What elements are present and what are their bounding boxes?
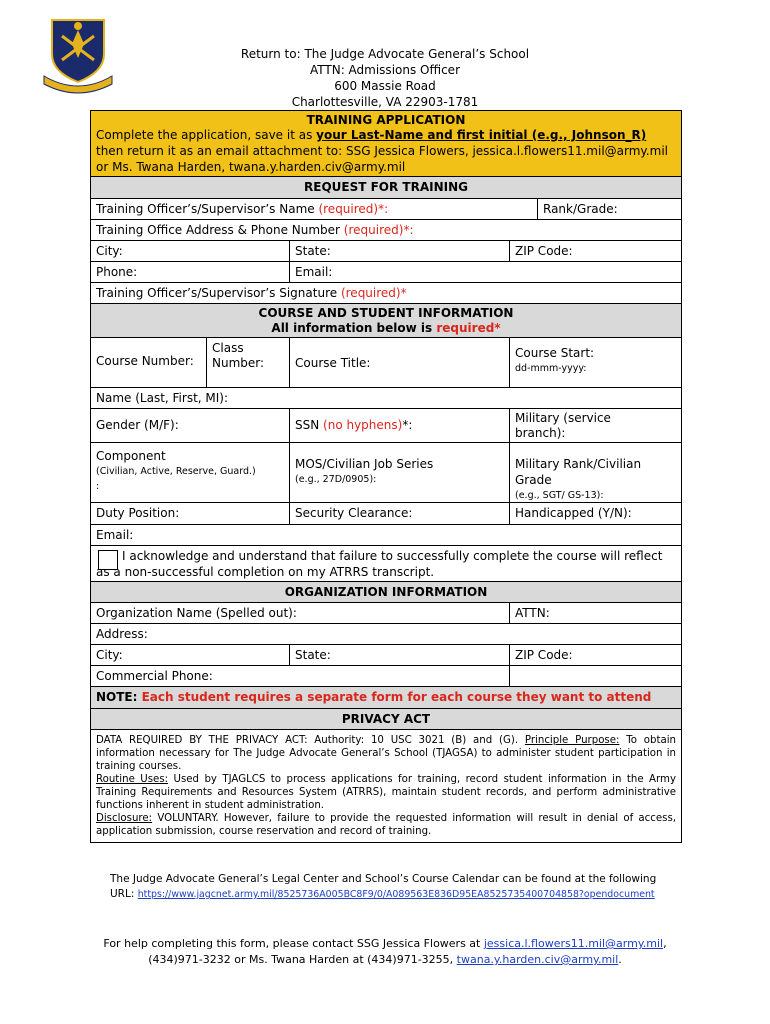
text: VOLUNTARY. However, failure to provide the requested information will result in denial of access, application submission, course reservation and record of training.	[96, 813, 676, 837]
acknowledge-text: I acknowledge and understand that failure to successfully complete the course will reflect as a non-successful completion on my ATRRS transcript.	[96, 549, 663, 579]
return-address	[0, 46, 770, 110]
city-state-zip-row	[91, 241, 681, 262]
org-address-row	[91, 624, 681, 645]
org-city-state-zip-row	[91, 645, 681, 666]
label: Training Officer’s/Supervisor’s Signature	[96, 286, 341, 300]
privacy-paragraph	[96, 773, 676, 812]
handicapped-field[interactable]: Handicapped (Y/N):	[509, 503, 681, 524]
duty-position-field[interactable]: Duty Position:	[96, 506, 180, 520]
text: Routine Uses:	[96, 774, 169, 785]
city-field[interactable]: City:	[96, 244, 123, 258]
privacy-heading: PRIVACY ACT	[91, 709, 681, 730]
org-name-row	[91, 603, 681, 624]
help-contact	[0, 936, 770, 968]
instruction-text	[91, 127, 681, 175]
text: The Judge Advocate General’s Legal Center and School’s Course Calendar can be found at the following URL:	[110, 873, 657, 900]
privacy-paragraph	[96, 812, 676, 838]
course-title-field[interactable]: Course Title:	[289, 338, 509, 387]
required-mark: required*	[436, 321, 501, 335]
form-title: TRAINING APPLICATION	[306, 113, 466, 127]
student-email-row	[91, 525, 681, 546]
harden-email-link[interactable]: twana.y.harden.civ@army.mil	[456, 953, 619, 966]
label: Class	[212, 341, 244, 355]
class-number-field[interactable]	[206, 338, 289, 387]
attn-field[interactable]: ATTN:	[509, 603, 681, 623]
filename-format: your Last-Name and first initial (e.g., Johnson_R)	[316, 128, 647, 142]
commercial-phone-row	[91, 666, 681, 687]
rank-grade-field[interactable]: Rank/Grade:	[537, 199, 681, 219]
course-number-field[interactable]: Course Number:	[96, 354, 194, 368]
course-start-field[interactable]	[509, 338, 681, 387]
officer-name-field[interactable]	[91, 199, 537, 219]
commercial-phone-field[interactable]: Commercial Phone:	[96, 669, 213, 683]
label: All information below is	[271, 321, 437, 335]
date-format-hint: dd-mmm-yyyy:	[515, 363, 587, 374]
request-heading: REQUEST FOR TRAINING	[91, 177, 681, 199]
phone-field[interactable]: Phone:	[96, 265, 138, 279]
mos-hint: (e.g., 27D/0905):	[295, 474, 377, 485]
return-line: 600 Massie Road	[334, 79, 436, 93]
label: Training Office Address & Phone Number	[96, 223, 344, 237]
help-line	[0, 952, 770, 968]
privacy-text-block	[91, 730, 681, 842]
calendar-note	[110, 872, 670, 902]
organization-heading: ORGANIZATION INFORMATION	[91, 582, 681, 603]
acknowledge-row	[91, 546, 681, 582]
label: :	[96, 481, 100, 492]
email-field[interactable]: Email:	[289, 262, 681, 282]
label: MOS/Civilian Job Series	[295, 457, 434, 471]
label: Course Start:	[515, 346, 595, 360]
text: (434)971-3232 or Ms. Twana Harden at (434)971-3255,	[148, 953, 457, 966]
required-mark: (no hyphens)	[323, 418, 403, 432]
student-name-row	[91, 388, 681, 409]
course-subheading	[91, 321, 681, 336]
rank-civ-grade-field[interactable]	[509, 443, 681, 502]
return-line: Return to: The Judge Advocate General’s School	[240, 47, 530, 61]
mos-field[interactable]	[289, 443, 509, 502]
org-city-field[interactable]: City:	[96, 648, 123, 662]
duty-clearance-row	[91, 503, 681, 525]
rank-hint: (e.g., SGT/ GS-13):	[515, 490, 604, 501]
text: Disclosure:	[96, 813, 153, 824]
text: For help completing this form, please contact SSG Jessica Flowers at	[103, 937, 484, 950]
security-clearance-field[interactable]: Security Clearance:	[289, 503, 509, 524]
course-row	[91, 338, 681, 388]
component-field[interactable]	[91, 443, 289, 502]
component-hint: (Civilian, Active, Reserve, Guard.)	[96, 466, 256, 477]
signature-field[interactable]	[91, 283, 681, 303]
label: Military (service	[515, 411, 611, 425]
label: Component	[96, 449, 166, 463]
student-name-field[interactable]: Name (Last, First, MI):	[96, 391, 229, 405]
note-row	[91, 687, 681, 709]
flowers-email-link[interactable]: jessica.l.flowers11.mil@army.mil	[483, 937, 664, 950]
instr-part: then return it as an email attachment to: SSG Jessica Flowers, jessica.l.flowers11.mil@army.mil or Ms. Twana Harden, twana.y.harden.civ@army.mil	[96, 144, 668, 174]
component-mos-rank-row	[91, 443, 681, 503]
instr-part: Complete the application, save it as	[96, 128, 317, 142]
military-branch-field[interactable]	[509, 409, 681, 442]
office-address-row	[91, 220, 681, 241]
text: Used by TJAGLCS to process applications for training, record student information in the Army Training Requirements and Resources System (ATRRS), maintain student records, and perform administrative functions inherent in student administration.	[96, 774, 676, 811]
return-line: Charlottesville, VA 22903-1781	[291, 95, 479, 109]
text: DATA REQUIRED BY THE PRIVACY ACT: Authority: 10 USC 3021 (B) and (G).	[96, 735, 525, 746]
gender-field[interactable]: Gender (M/F):	[96, 418, 179, 432]
required-mark: (required)*:	[343, 223, 414, 237]
ssn-field[interactable]	[289, 409, 509, 442]
label: SSN	[295, 418, 324, 432]
return-line: ATTN: Admissions Officer	[309, 63, 460, 77]
org-name-field[interactable]: Organization Name (Spelled out):	[96, 606, 297, 620]
office-address-field[interactable]	[91, 220, 681, 240]
text: Principle Purpose:	[524, 735, 620, 746]
text: ,	[663, 937, 667, 950]
phone-email-row	[91, 262, 681, 283]
label: *:	[402, 418, 413, 432]
org-state-field[interactable]: State:	[289, 645, 509, 665]
note-label: NOTE:	[96, 690, 142, 704]
label: branch):	[515, 426, 566, 440]
instruction-block	[91, 111, 681, 177]
student-email-field[interactable]: Email:	[96, 528, 134, 542]
privacy-paragraph	[96, 734, 676, 773]
course-heading	[91, 304, 681, 338]
org-zip-field[interactable]: ZIP Code:	[509, 645, 681, 665]
note-text: Each student requires a separate form for each course they want to attend	[141, 690, 652, 704]
text: .	[618, 953, 622, 966]
course-heading-title: COURSE AND STUDENT INFORMATION	[258, 306, 514, 320]
gender-ssn-military-row	[91, 409, 681, 443]
commercial-phone-extra[interactable]	[509, 666, 681, 686]
required-mark: (required)*:	[318, 202, 389, 216]
label: Training Officer’s/Supervisor’s Name	[96, 202, 319, 216]
required-mark: (required)*	[340, 286, 407, 300]
text: To obtain information necessary for The Judge Advocate General’s School (TJAGSA) to administer student participation in training courses.	[96, 735, 676, 772]
label: Military Rank/Civilian Grade	[515, 457, 642, 487]
org-address-field[interactable]: Address:	[96, 627, 148, 641]
calendar-link[interactable]: https://www.jagcnet.army.mil/8525736A005BC8F9/0/A089563E836D95EA8525735400704858?opendocument	[137, 889, 655, 900]
training-application-form	[90, 110, 682, 843]
state-field[interactable]: State:	[289, 241, 509, 261]
label: Number:	[212, 356, 265, 370]
help-line	[0, 936, 770, 952]
zip-field[interactable]: ZIP Code:	[509, 241, 681, 261]
signature-row	[91, 283, 681, 304]
officer-row	[91, 199, 681, 220]
